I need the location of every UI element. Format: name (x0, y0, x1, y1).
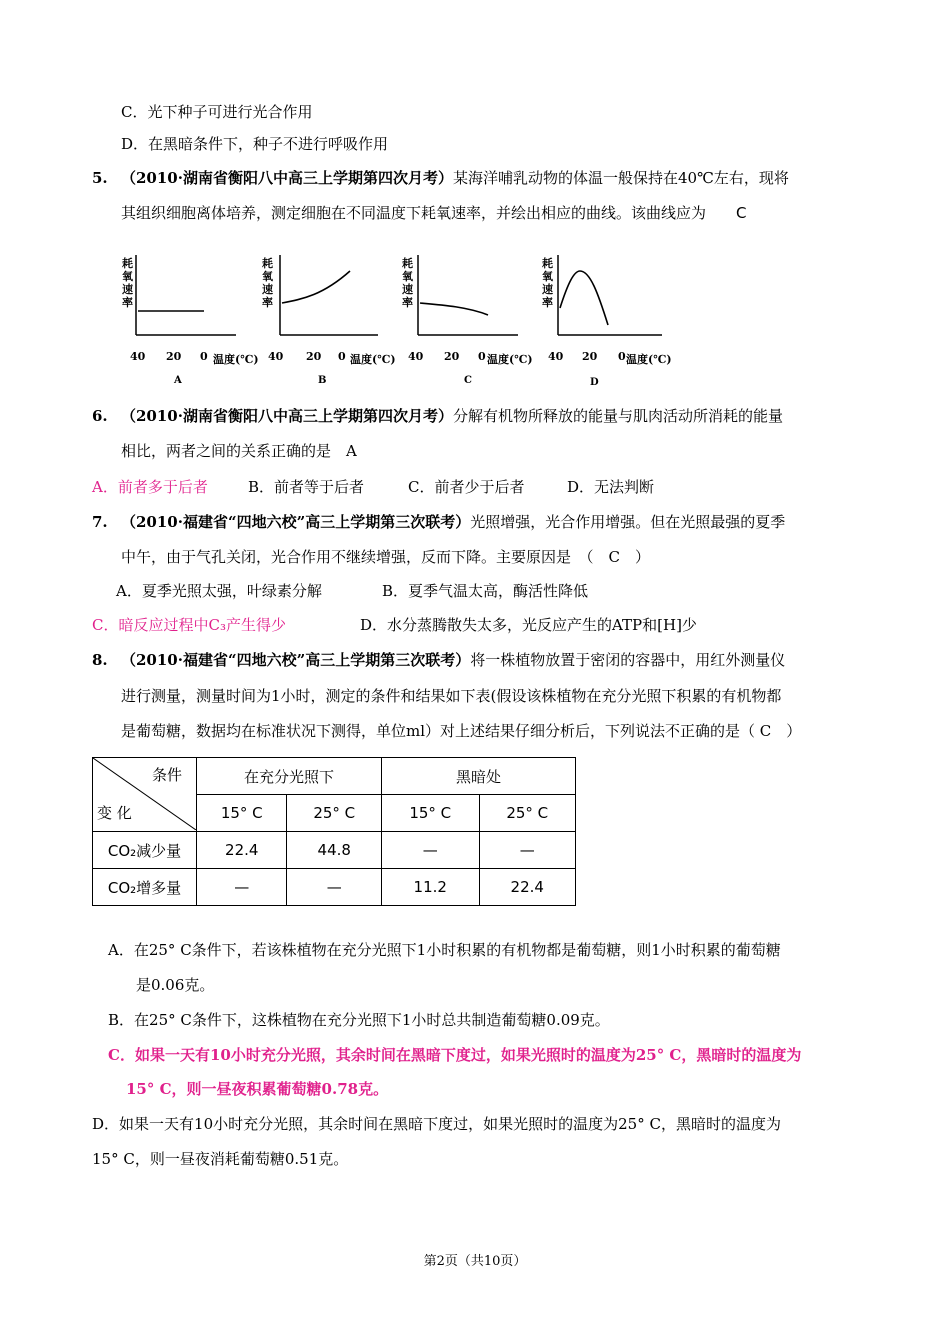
graph-d-xtick-20: 20 (582, 350, 598, 363)
q8-option-b: B．在25° C条件下，这株植物在充分光照下1小时总共制造葡萄糖0.09克。 (108, 1011, 610, 1029)
graph-b (258, 253, 388, 392)
q5-stem-line1 (121, 168, 789, 188)
q8-option-c-line2: 15° C，则一昼夜积累葡萄糖0.78克。 (126, 1080, 389, 1098)
graph-a-xlabel: 温度(℃) (213, 353, 259, 366)
table-cell: — (287, 869, 382, 906)
q7-option-b: B．夏季气温太高，酶活性降低 (382, 582, 589, 600)
table-temp-dark-25: 25° C (479, 795, 576, 832)
graph-a-xtick-0: 0 (200, 350, 208, 363)
graph-b-xtick-0: 0 (338, 350, 346, 363)
graph-c-xtick-20: 20 (444, 350, 460, 363)
table-row-label: CO₂减少量 (93, 832, 197, 869)
graph-d-curve (560, 271, 608, 325)
q8-option-d-line2: 15° C，则一昼夜消耗葡萄糖0.51克。 (92, 1150, 349, 1168)
q5-number: 5. (92, 169, 108, 187)
q6-stem-line1 (121, 406, 783, 426)
q6-option-a: A．前者多于后者 (92, 478, 208, 496)
table-temp-light-25: 25° C (287, 795, 382, 832)
q7-source: （2010·福建省“四地六校”高三上学期第三次联考） (121, 513, 471, 531)
q5-text1: 某海洋哺乳动物的体温一般保持在40℃左右，现将 (452, 169, 789, 187)
table-cell: — (382, 832, 480, 869)
q8-table (92, 757, 576, 906)
graph-d (538, 253, 678, 392)
q7-stem-line1 (121, 512, 785, 532)
graph-d-xlabel: 温度(℃) (626, 353, 672, 366)
graph-b-xtick-40: 40 (268, 350, 284, 363)
q7-option-a: A．夏季光照太强，叶绿素分解 (116, 582, 322, 600)
q4-option-d: D．在黑暗条件下，种子不进行呼吸作用 (121, 135, 389, 153)
graph-c-curve (420, 303, 488, 315)
q6-text2: 相比，两者之间的关系正确的是 A (121, 442, 357, 460)
table-cell: 22.4 (197, 832, 287, 869)
q8-option-a-line1: A．在25° C条件下，若该株植物在充分光照下1小时积累的有机物都是葡萄糖，则1小时积累的葡萄糖 (108, 941, 781, 959)
graph-b-label: B (318, 375, 327, 386)
graph-a-ylabel-3: 速 (122, 283, 133, 296)
q8-text3: 是葡萄糖，数据均在标准状况下测得，单位ml）对上述结果仔细分析后，下列说法不正确的是（ C ） (121, 722, 802, 740)
page-footer: 第2页（共10页） (423, 1254, 527, 1269)
q8-option-a-line2: 是0.06克。 (136, 976, 215, 994)
graph-d-ylabel-2: 氧 (542, 270, 553, 283)
graph-c-xtick-40: 40 (408, 350, 424, 363)
q8-stem-line1 (121, 650, 785, 670)
q4-option-c: C．光下种子可进行光合作用 (121, 103, 313, 121)
graph-d-xtick-0: 0 (618, 350, 626, 363)
table-group-dark: 黑暗处 (382, 758, 576, 795)
graph-b-ylabel-4: 率 (262, 296, 273, 309)
table-cell: — (197, 869, 287, 906)
q5-answer: C (736, 204, 747, 222)
graph-c-ylabel-3: 速 (402, 283, 413, 296)
q7-text1: 光照增强，光合作用增强。但在光照最强的夏季 (470, 513, 786, 531)
graph-b-curve (282, 271, 350, 303)
table-corner-cell (93, 758, 197, 832)
graph-d-ylabel-1: 耗 (542, 257, 553, 270)
graph-d-label: D (590, 377, 599, 388)
q6-option-c: C．前者少于后者 (408, 478, 525, 496)
graph-b-ylabel-3: 速 (262, 283, 273, 296)
graph-a-ylabel-2: 氧 (122, 270, 133, 283)
q8-option-c-line1: C．如果一天有10小时充分光照，其余时间在黑暗下度过，如果光照时的温度为25° C，黑暗时的温度为 (108, 1046, 802, 1064)
graph-c-xlabel: 温度(℃) (487, 353, 533, 366)
graph-a-ylabel-1: 耗 (122, 257, 133, 270)
graph-b-xtick-20: 20 (306, 350, 322, 363)
table-temp-light-15: 15° C (197, 795, 287, 832)
q8-text2: 进行测量，测量时间为1小时，测定的条件和结果如下表(假设该株植物在充分光照下积累的有机物都 (121, 687, 782, 705)
q6-option-b: B．前者等于后者 (248, 478, 365, 496)
graph-c-ylabel-4: 率 (402, 296, 413, 309)
table-group-light: 在充分光照下 (197, 758, 382, 795)
q5-source: （2010·湖南省衡阳八中高三上学期第四次月考） (121, 169, 453, 187)
graph-b-xlabel: 温度(℃) (350, 353, 396, 366)
q5-stem-line2 (121, 203, 747, 223)
table-cell: 11.2 (382, 869, 480, 906)
q8-text1: 将一株植物放置于密闭的容器中，用红外测量仪 (470, 651, 786, 669)
graph-c-ylabel-2: 氧 (402, 270, 413, 283)
graph-a-ylabel-4: 率 (122, 296, 133, 309)
q6-text1: 分解有机物所释放的能量与肌肉活动所消耗的能量 (452, 407, 783, 425)
graph-c-ylabel-1: 耗 (402, 257, 413, 270)
graph-a-xtick-20: 20 (166, 350, 182, 363)
q8-option-d-line1: D．如果一天有10小时充分光照，其余时间在黑暗下度过，如果光照时的温度为25° C，黑暗时的温度为 (92, 1115, 781, 1133)
graph-a-xtick-40: 40 (130, 350, 146, 363)
graph-a (118, 253, 248, 392)
table-temp-dark-15: 15° C (382, 795, 480, 832)
table-row-label: CO₂增多量 (93, 869, 197, 906)
corner-top-label: 条件 (151, 766, 182, 784)
q8-source: （2010·福建省“四地六校”高三上学期第三次联考） (121, 651, 471, 669)
graph-a-label: A (174, 375, 182, 386)
graph-b-ylabel-1: 耗 (262, 257, 273, 270)
q8-number: 8. (92, 651, 108, 669)
graph-d-xtick-40: 40 (548, 350, 564, 363)
graph-d-ylabel-3: 速 (542, 283, 553, 296)
q7-text2: 中午，由于气孔关闭，光合作用不继续增强，反而下降。主要原因是 （ C ） (121, 548, 650, 566)
q7-option-c: C．暗反应过程中C₃产生得少 (92, 616, 286, 634)
graph-c-xtick-0: 0 (478, 350, 486, 363)
corner-bottom-label: 变 化 (97, 804, 132, 822)
table-cell: 22.4 (479, 869, 576, 906)
graph-c (398, 253, 528, 392)
q7-option-d: D．水分蒸腾散失太多，光反应产生的ATP和[H]少 (360, 616, 697, 634)
q6-source: （2010·湖南省衡阳八中高三上学期第四次月考） (121, 407, 453, 425)
table-cell: — (479, 832, 576, 869)
graph-d-ylabel-4: 率 (542, 296, 553, 309)
q7-number: 7. (92, 513, 108, 531)
table-cell: 44.8 (287, 832, 382, 869)
q6-option-d: D．无法判断 (567, 478, 655, 496)
graph-b-ylabel-2: 氧 (262, 270, 273, 283)
q5-text2: 其组织细胞离体培养，测定细胞在不同温度下耗氧速率，并绘出相应的曲线。该曲线应为 (121, 204, 707, 222)
graph-c-label: C (464, 375, 472, 386)
q6-number: 6. (92, 407, 108, 425)
